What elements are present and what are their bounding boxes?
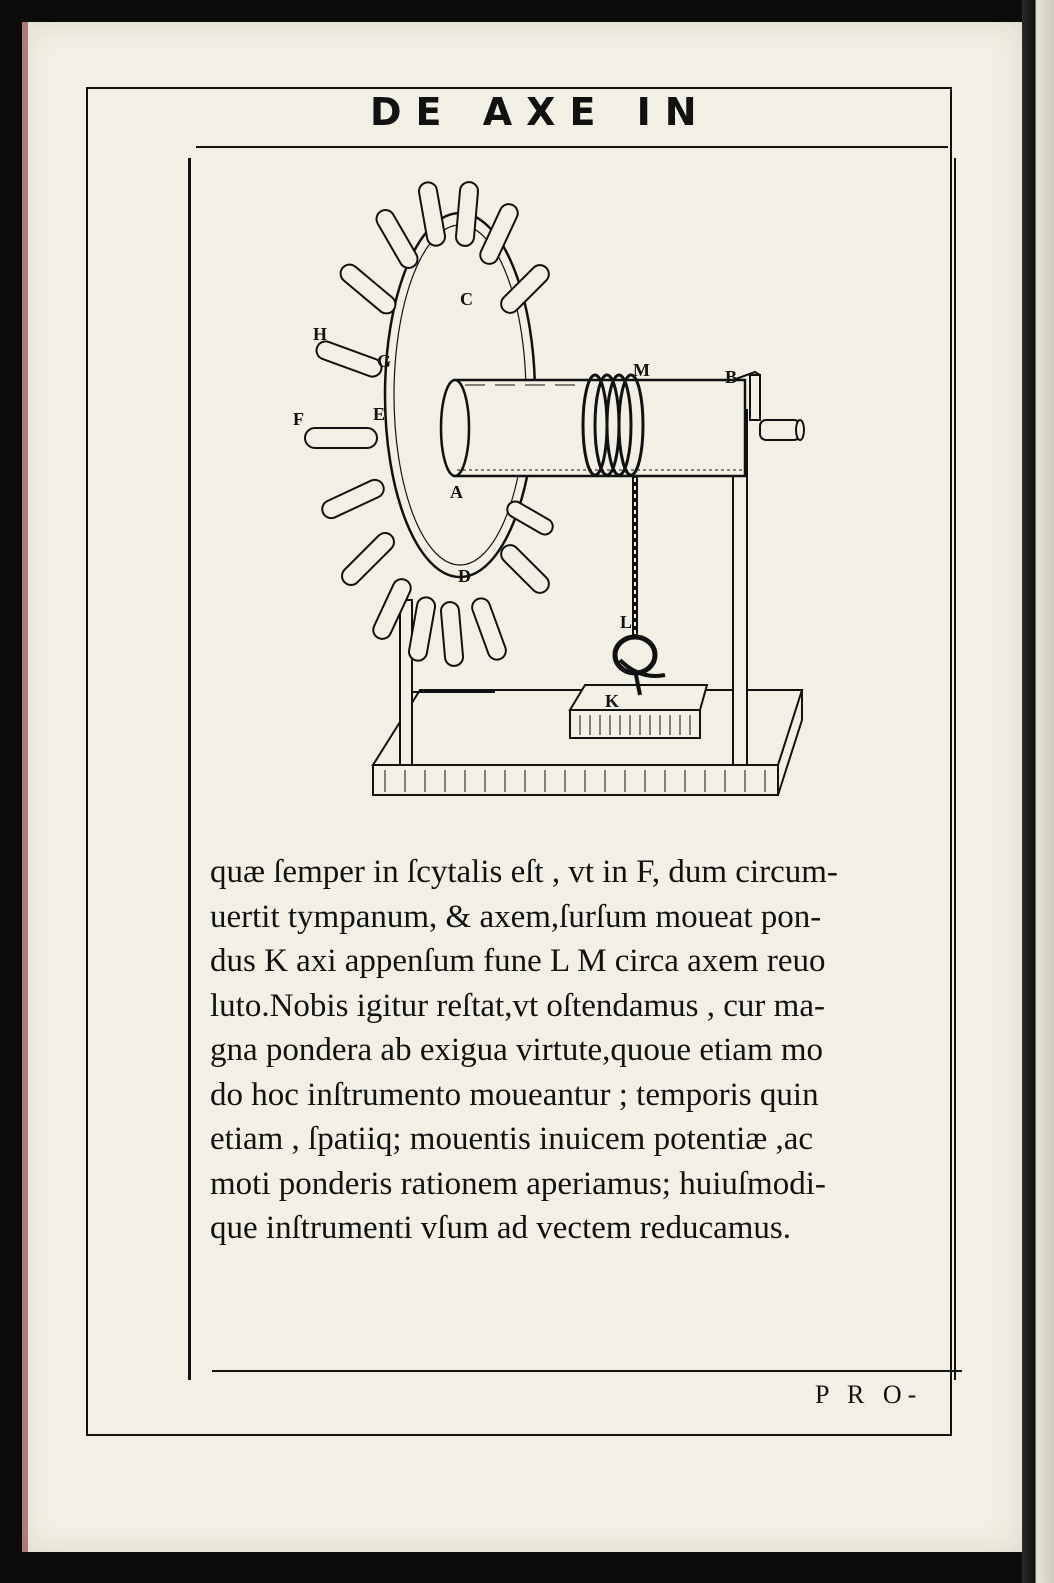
label-d: D [458,566,471,586]
inner-frame-right [954,158,956,1380]
label-g: G [377,351,392,371]
header-rule [196,146,948,148]
running-head: DE AXE IN [370,90,711,134]
text-line: luto.Nobis igitur reſtat,vt oſtendamus , cur ma- [210,987,825,1024]
catchword: P R O- [815,1380,923,1409]
label-c: C [460,289,473,309]
adjacent-page-edge [1022,0,1054,1583]
text-line: moti ponderis rationem aperiamus; huiuſmodi- [210,1165,826,1202]
text-line: etiam , ſpatiiq; mouentis inuicem potentiæ ,ac [210,1121,814,1157]
text-line: quæ ſemper in ſcytalis eſt , vt in F, dum circum- [210,854,838,890]
label-b: B [725,367,738,387]
label-m: M [633,360,650,380]
rope-lm [615,470,665,695]
text-line: do hoc inſtrumento moueantur ; temporis quin [210,1076,819,1113]
inner-frame-left [188,158,191,1380]
page-binding-edge [22,22,28,1552]
label-f: F [293,409,304,429]
label-h: H [313,324,328,344]
text-line: uertit tympanum, & axem,ſurſum moueat pon- [210,898,822,935]
text-line: gna pondera ab exigua virtute,quoue etiam mo [210,1032,824,1068]
label-e: E [373,404,386,424]
text-line: dus K axi appenſum fune L M circa axem reuo [210,943,826,979]
body-text [210,850,945,1251]
text-line: que inſtrumenti vſum ad vectem reducamus. [210,1210,791,1246]
label-a: A [450,482,463,502]
label-k: K [605,691,620,711]
label-l: L [620,612,633,632]
footer-rule [212,1370,962,1372]
windlass-illustration [195,180,815,820]
